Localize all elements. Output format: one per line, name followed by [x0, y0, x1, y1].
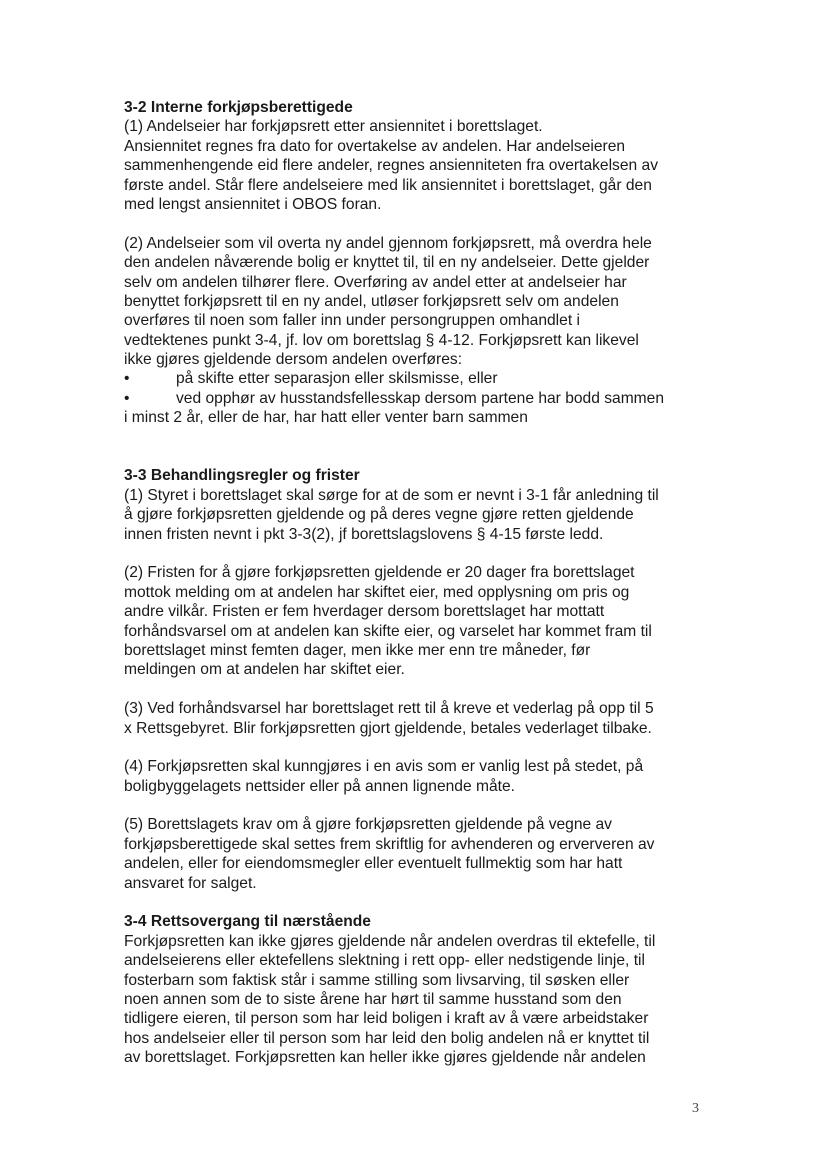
paragraph-line: meldingen om at andelen har skiftet eier. [124, 661, 405, 679]
page-number: 3 [692, 1101, 699, 1116]
paragraph-line: første andel. Står flere andelseiere med lik ansiennitet i borettslaget, går den [124, 176, 652, 194]
bullet-item [124, 369, 714, 388]
document-page [124, 98, 714, 1068]
paragraph-line: innen fristen nevnt i pkt 3-3(2), jf borettslagslovens § 4-15 første ledd. [124, 525, 604, 543]
paragraph-line: den andelen nåværende bolig er knyttet til, til en ny andelseier. Dette gjelder [124, 254, 650, 272]
paragraph-line: Ansiennitet regnes fra dato for overtakelse av andelen. Har andelseieren [124, 137, 626, 155]
paragraph-line: borettslaget minst femten dager, men ikke mer enn tre måneder, før [124, 641, 591, 659]
bullet-icon: • [124, 389, 130, 407]
paragraph-line: benyttet forkjøpsrett til en ny andel, utløser forkjøpsrett selv om andelen [124, 292, 619, 310]
paragraph-line: (2) Fristen for å gjøre forkjøpsretten gjeldende er 20 dager fra borettslaget [124, 564, 635, 582]
paragraph-line: hos andelseier eller til person som har leid den bolig andelen nå er knyttet til [124, 1029, 650, 1047]
paragraph-line: med lengst ansiennitet i OBOS foran. [124, 195, 382, 213]
paragraph-line: (1) Styret i borettslaget skal sørge for at de som er nevnt i 3-1 får anledning til [124, 486, 659, 504]
paragraph-line: forkjøpsberettigede skal settes frem skriftlig for avhenderen og erververen av [124, 835, 655, 853]
paragraph-line: tidligere eieren, til person som har leid boligen i kraft av å være arbeidstaker [124, 1010, 649, 1028]
bullet-item [124, 389, 714, 408]
paragraph-line: (2) Andelseier som vil overta ny andel gjennom forkjøpsrett, må overdra hele [124, 234, 652, 252]
paragraph-line: x Rettsgebyret. Blir forkjøpsretten gjort gjeldende, betales vederlaget tilbake. [124, 719, 652, 737]
bullet-text: ved opphør av husstandsfellesskap dersom partene har bodd sammen [176, 389, 665, 407]
paragraph-line: ansvaret for salget. [124, 874, 257, 892]
paragraph-line: (1) Andelseier har forkjøpsrett etter ansiennitet i borettslaget. [124, 118, 543, 136]
paragraph-line: mottok melding om at andelen har skiftet eier, med opplysning om pris og [124, 583, 630, 601]
paragraph-line: (4) Forkjøpsretten skal kunngjøres i en avis som er vanlig lest på stedet, på [124, 758, 644, 776]
section-heading-3-4: 3-4 Rettsovergang til nærstående [124, 913, 371, 931]
section-heading-3-3: 3-3 Behandlingsregler og frister [124, 467, 360, 485]
paragraph-line: noen annen som de to siste årene har hørt til samme husstand som den [124, 990, 622, 1008]
paragraph-line: sammenhengende eid flere andeler, regnes ansienniteten fra overtakelsen av [124, 157, 659, 175]
paragraph-line: andelen, eller for eiendomsmegler eller eventuelt fullmektig som har hatt [124, 855, 623, 873]
paragraph-line: overføres til noen som faller inn under persongruppen omhandlet i [124, 312, 580, 330]
paragraph-line: boligbyggelagets nettsider eller på annen lignende måte. [124, 777, 515, 795]
paragraph-line: Forkjøpsretten kan ikke gjøres gjeldende når andelen overdras til ektefelle, til [124, 932, 656, 950]
paragraph-line: forhåndsvarsel om at andelen kan skifte eier, og varselet har kommet fram til [124, 622, 652, 640]
paragraph-line: andre vilkår. Fristen er fem hverdager dersom borettslaget har mottatt [124, 603, 605, 621]
paragraph-line: (5) Borettslagets krav om å gjøre forkjøpsretten gjeldende på vegne av [124, 816, 612, 834]
paragraph-line: av borettslaget. Forkjøpsretten kan heller ikke gjøres gjeldende når andelen [124, 1049, 646, 1067]
paragraph-line: (3) Ved forhåndsvarsel har borettslaget rett til å kreve et vederlag på opp til 5 [124, 700, 654, 718]
paragraph-line: ikke gjøres gjeldende dersom andelen overføres: [124, 351, 463, 369]
paragraph-line: fosterbarn som faktisk står i samme stilling som livsarving, til søsken eller [124, 971, 630, 989]
paragraph-line: vedtektenes punkt 3-4, jf. lov om borettslag § 4-12. Forkjøpsrett kan likevel [124, 331, 639, 349]
section-heading-3-2: 3-2 Interne forkjøpsberettigede [124, 99, 353, 116]
bullet-icon: • [124, 370, 130, 388]
bullet-text: på skifte etter separasjon eller skilsmisse, eller [176, 370, 498, 388]
paragraph-line: i minst 2 år, eller de har, har hatt eller venter barn sammen [124, 409, 528, 427]
paragraph-line: selv om andelen tilhører flere. Overføring av andel etter at andelseier har [124, 273, 627, 291]
paragraph-line: andelseierens eller ektefellens slektning i rett opp- eller nedstigende linje, til [124, 952, 645, 970]
paragraph-line: å gjøre forkjøpsretten gjeldende og på deres vegne gjøre retten gjeldende [124, 506, 634, 524]
